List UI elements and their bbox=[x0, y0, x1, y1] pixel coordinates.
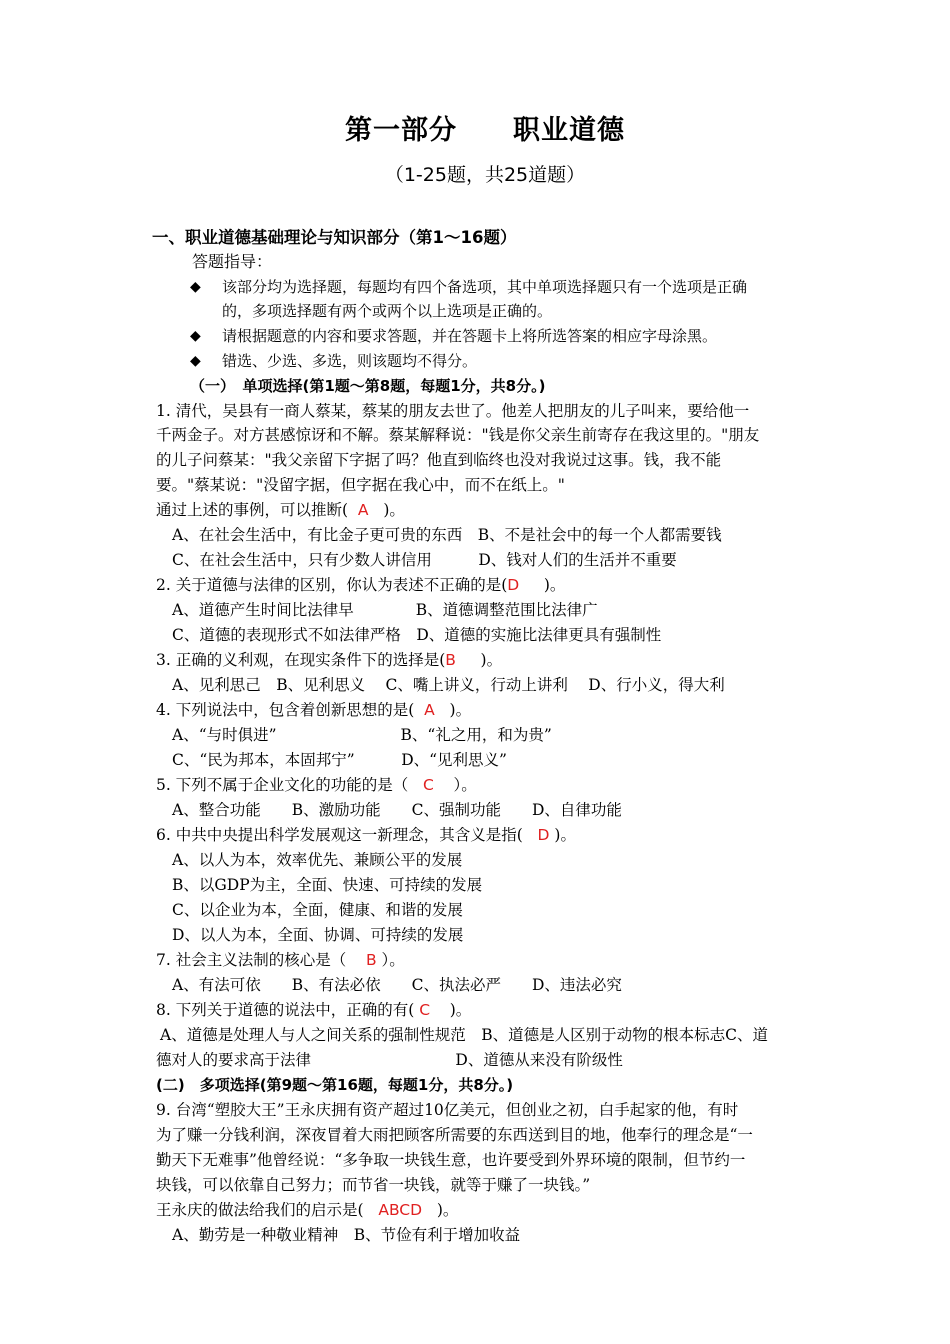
q5-stem: 5. 下列不属于企业文化的功能的是（ C ）。 bbox=[156, 776, 477, 794]
q1-line: 要。"蔡某说："没留字据，但字据在我心中，而不在纸上。" bbox=[156, 476, 565, 494]
guide-label: 答题指导： bbox=[192, 252, 273, 271]
q9-line: 块钱，可以依靠自己努力；而节省一块钱，就等于赚了一块钱。” bbox=[156, 1176, 591, 1194]
guide-bullet-2: 请根据题意的内容和要求答题，并在答题卡上将所选答案的相应字母涂黑。 bbox=[222, 327, 718, 345]
guide-bullet-3: 错选、少选、多选，则该题均不得分。 bbox=[222, 352, 478, 370]
q4-options-row1: A、“与时俱进” B、“礼之用，和为贵” bbox=[172, 726, 552, 744]
q8-stem: 8. 下列关于道德的说法中，正确的有( C )。 bbox=[156, 1001, 472, 1019]
q7-answer: B bbox=[365, 951, 377, 969]
page-subtitle: （1-25题，共25道题） bbox=[384, 164, 586, 186]
bullet-icon: ◆ bbox=[190, 279, 201, 295]
q8-answer: C bbox=[419, 1001, 431, 1019]
q2-stem: 2. 关于道德与法律的区别，你认为表述不正确的是(D )。 bbox=[156, 576, 566, 594]
bullet-icon: ◆ bbox=[190, 328, 201, 344]
q1-line: 的儿子问蔡某："我父亲留下字据了吗？他直到临终也没对我说过这事。钱，我不能 bbox=[156, 451, 722, 469]
q9-line: 勤天下无难事”他曾经说：“多争取一块钱生意，也许要受到外界环境的限制，但节约一 bbox=[156, 1151, 746, 1169]
part-heading-multiple-choice: (二) 多项选择(第9题～第16题，每题1分，共8分。) bbox=[156, 1076, 514, 1094]
q9-answer: ABCD bbox=[378, 1201, 423, 1219]
q9-options-row1: A、勤劳是一种敬业精神 B、节俭有利于增加收益 bbox=[172, 1226, 521, 1244]
q8-options-row1: A、道德是处理人与人之间关系的强制性规范 B、道德是人区别于动物的根本标志C、道 bbox=[160, 1026, 768, 1044]
q7-stem: 7. 社会主义法制的核心是（ B ）。 bbox=[156, 951, 405, 969]
q2-options-row1: A、道德产生时间比法律早 B、道德调整范围比法律广 bbox=[172, 601, 598, 619]
q6-option-c: C、以企业为本，全面，健康、和谐的发展 bbox=[172, 901, 463, 919]
q5-options: A、整合功能 B、激励功能 C、强制功能 D、自律功能 bbox=[172, 801, 622, 819]
page-title: 第一部分 职业道德 bbox=[345, 115, 625, 146]
q4-answer: A bbox=[424, 701, 435, 719]
bullet-icon: ◆ bbox=[190, 353, 201, 369]
q1-line: 1. 清代，吴县有一商人蔡某，蔡某的朋友去世了。他差人把朋友的儿子叫来，要给他一 bbox=[156, 402, 750, 420]
q3-options: A、见利思己 B、见利思义 C、嘴上讲义，行动上讲利 D、行小义，得大利 bbox=[172, 676, 725, 694]
q3-stem: 3. 正确的义利观，在现实条件下的选择是(B )。 bbox=[156, 651, 503, 669]
q4-options-row2: C、“民为邦本，本固邦宁” D、“见利思义” bbox=[172, 751, 507, 769]
q9-line: 为了赚一分钱利润，深夜冒着大雨把顾客所需要的东西送到目的地，他奉行的理念是“一 bbox=[156, 1126, 753, 1144]
q1-answer: A bbox=[357, 501, 369, 519]
part-heading-single-choice: （一） 单项选择(第1题～第8题，每题1分，共8分。) bbox=[190, 377, 546, 395]
guide-bullet-1: 该部分均为选择题，每题均有四个备选项，其中单项选择题只有一个选项是正确 bbox=[222, 278, 748, 296]
q6-stem: 6. 中共中央提出科学发展观这一新理念，其含义是指( D )。 bbox=[156, 826, 576, 844]
q6-option-b: B、以GDP为主，全面、快速、可持续的发展 bbox=[172, 876, 483, 894]
guide-bullet-1-cont: 的，多项选择题有两个或两个以上选项是正确的。 bbox=[222, 302, 553, 320]
q5-answer: C bbox=[423, 776, 434, 794]
q3-answer: B bbox=[445, 651, 456, 669]
q1-line: 千两金子。对方甚感惊讶和不解。蔡某解释说："钱是你父亲生前寄存在我这里的。"朋友 bbox=[156, 426, 760, 444]
q9-line: 9. 台湾“塑胶大王”王永庆拥有资产超过10亿美元，但创业之初，白手起家的他，有时 bbox=[156, 1101, 739, 1119]
q1-options-row1: A、在社会生活中，有比金子更可贵的东西 B、不是社会中的每一个人都需要钱 bbox=[172, 526, 722, 544]
q6-answer: D bbox=[537, 826, 550, 844]
q1-options-row2: C、在社会生活中，只有少数人讲信用 D、钱对人们的生活并不重要 bbox=[172, 551, 677, 569]
q6-option-d: D、以人为本，全面、协调、可持续的发展 bbox=[172, 926, 464, 944]
q4-stem: 4. 下列说法中，包含着创新思想的是( A )。 bbox=[156, 701, 472, 719]
q1-stem: 通过上述的事例，可以推断( A )。 bbox=[156, 501, 405, 519]
q7-options: A、有法可依 B、有法必依 C、执法必严 D、违法必究 bbox=[172, 976, 622, 994]
section-heading: 一、职业道德基础理论与知识部分（第1～16题） bbox=[152, 228, 517, 247]
q8-options-row2: 德对人的要求高于法律 D、道德从来没有阶级性 bbox=[156, 1051, 623, 1069]
q9-stem: 王永庆的做法给我们的启示是( ABCD )。 bbox=[156, 1201, 459, 1219]
q2-answer: D bbox=[507, 576, 520, 594]
q6-option-a: A、以人为本，效率优先、兼顾公平的发展 bbox=[172, 851, 463, 869]
q2-options-row2: C、道德的表现形式不如法律严格 D、道德的实施比法律更具有强制性 bbox=[172, 626, 662, 644]
